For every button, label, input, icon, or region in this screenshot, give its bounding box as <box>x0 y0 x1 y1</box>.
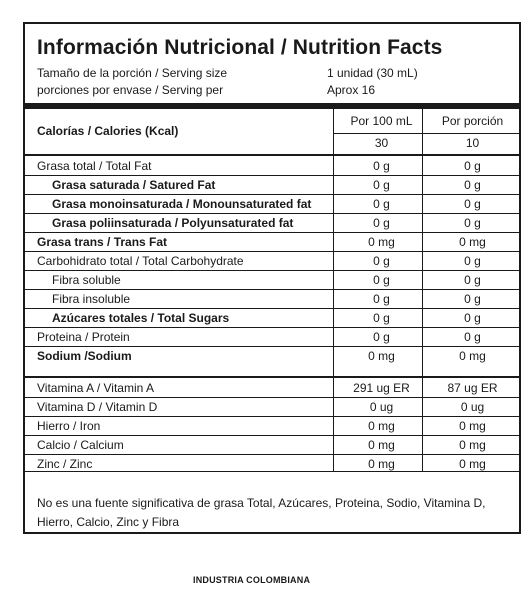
nutrient-per-100ml: 0 g <box>373 292 390 306</box>
vitamin-per-serving: 0 mg <box>459 419 486 433</box>
col-header-per-100ml: Por 100 mL <box>350 114 413 128</box>
nutrient-per-100ml: 0 g <box>373 197 390 211</box>
nutrient-per-100ml: 0 g <box>373 178 390 192</box>
vitamin-per-100ml: 0 mg <box>368 457 395 471</box>
nutrient-label: Grasa total / Total Fat <box>37 159 152 173</box>
vitamin-label: Zinc / Zinc <box>37 457 93 471</box>
footnote: No es una fuente significativa de grasa Total, Azúcares, Proteina, Sodio, Vitamina D, Hierro, Calcio, Zinc y Fibra <box>37 496 486 529</box>
vitamin-label: Calcio / Calcium <box>37 438 124 452</box>
serving-size-value: 1 unidad (30 mL) <box>327 66 418 80</box>
servings-per-container-label: porciones por envase / Serving per <box>37 83 224 97</box>
vitamin-label: Vitamina D / Vitamin D <box>37 400 158 414</box>
vitamin-per-100ml: 0 mg <box>368 438 395 452</box>
vitamin-label: Vitamina A / Vitamin A <box>37 381 154 395</box>
vitamins-divider <box>25 376 519 378</box>
nutrient-per-100ml: 0 g <box>373 159 390 173</box>
nutrient-per-serving: 0 g <box>464 178 481 192</box>
nutrient-per-100ml: 0 mg <box>368 235 395 249</box>
nutrient-per-100ml: 0 g <box>373 311 390 325</box>
nutrient-per-100ml: 0 g <box>373 254 390 268</box>
nutrient-label: Proteina / Protein <box>37 330 130 344</box>
nutrient-per-100ml: 0 g <box>373 216 390 230</box>
col-header-per-serving: Por porción <box>441 114 504 128</box>
nutrient-per-100ml: 0 g <box>373 330 390 344</box>
nutrient-per-serving: 0 g <box>464 254 481 268</box>
nutrient-per-serving: 0 g <box>464 159 481 173</box>
calories-label: Calorías / Calories (Kcal) <box>37 124 179 138</box>
vitamin-label: Hierro / Iron <box>37 419 101 433</box>
vitamin-per-serving: 0 mg <box>459 457 486 471</box>
footnote-divider <box>25 471 519 472</box>
nutrient-per-100ml: 0 mg <box>368 349 395 363</box>
nutrient-per-serving: 0 mg <box>459 349 486 363</box>
nutrient-per-serving: 0 g <box>464 292 481 306</box>
nutrient-label: Carbohidrato total / Total Carbohydrate <box>37 254 244 268</box>
nutrient-per-serving: 0 g <box>464 330 481 344</box>
panel-title: Información Nutricional / Nutrition Facts <box>37 36 443 59</box>
nutrient-label: Grasa trans / Trans Fat <box>37 235 168 249</box>
serving-size-label: Tamaño de la porción / Serving size <box>37 66 228 80</box>
origin-label: INDUSTRIA COLOMBIANA <box>193 575 311 585</box>
vitamin-per-100ml: 0 mg <box>368 419 395 433</box>
vitamin-per-100ml: 0 ug <box>369 400 394 414</box>
calories-divider <box>25 154 519 156</box>
nutrient-label: Sodium /Sodium <box>37 349 132 363</box>
nutrient-per-serving: 0 mg <box>459 235 486 249</box>
calories-per-100ml: 30 <box>374 136 389 150</box>
vitamin-per-serving: 0 mg <box>459 438 486 452</box>
vitamin-per-serving: 87 ug ER <box>447 381 498 395</box>
servings-per-container-value: Aprox 16 <box>327 83 376 97</box>
nutrient-label: Fibra insoluble <box>52 292 131 306</box>
nutrient-per-serving: 0 g <box>464 311 481 325</box>
vitamin-per-serving: 0 ug <box>460 400 485 414</box>
thick-divider <box>25 103 519 109</box>
nutrient-label: Fibra soluble <box>52 273 121 287</box>
nutrient-label: Grasa poliinsaturada / Polyunsaturated fat <box>52 216 294 230</box>
nutrient-per-serving: 0 g <box>464 273 481 287</box>
nutrient-per-serving: 0 g <box>464 197 481 211</box>
nutrient-label: Grasa monoinsaturada / Monounsaturated fat <box>52 197 312 211</box>
nutrient-label: Grasa saturada / Satured Fat <box>52 178 216 192</box>
nutrient-label: Azúcares totales / Total Sugars <box>52 311 230 325</box>
vitamin-per-100ml: 291 ug ER <box>353 381 410 395</box>
calories-per-serving: 10 <box>465 136 480 150</box>
nutrient-per-100ml: 0 g <box>373 273 390 287</box>
nutrition-facts-panel <box>23 22 521 534</box>
nutrient-per-serving: 0 g <box>464 216 481 230</box>
